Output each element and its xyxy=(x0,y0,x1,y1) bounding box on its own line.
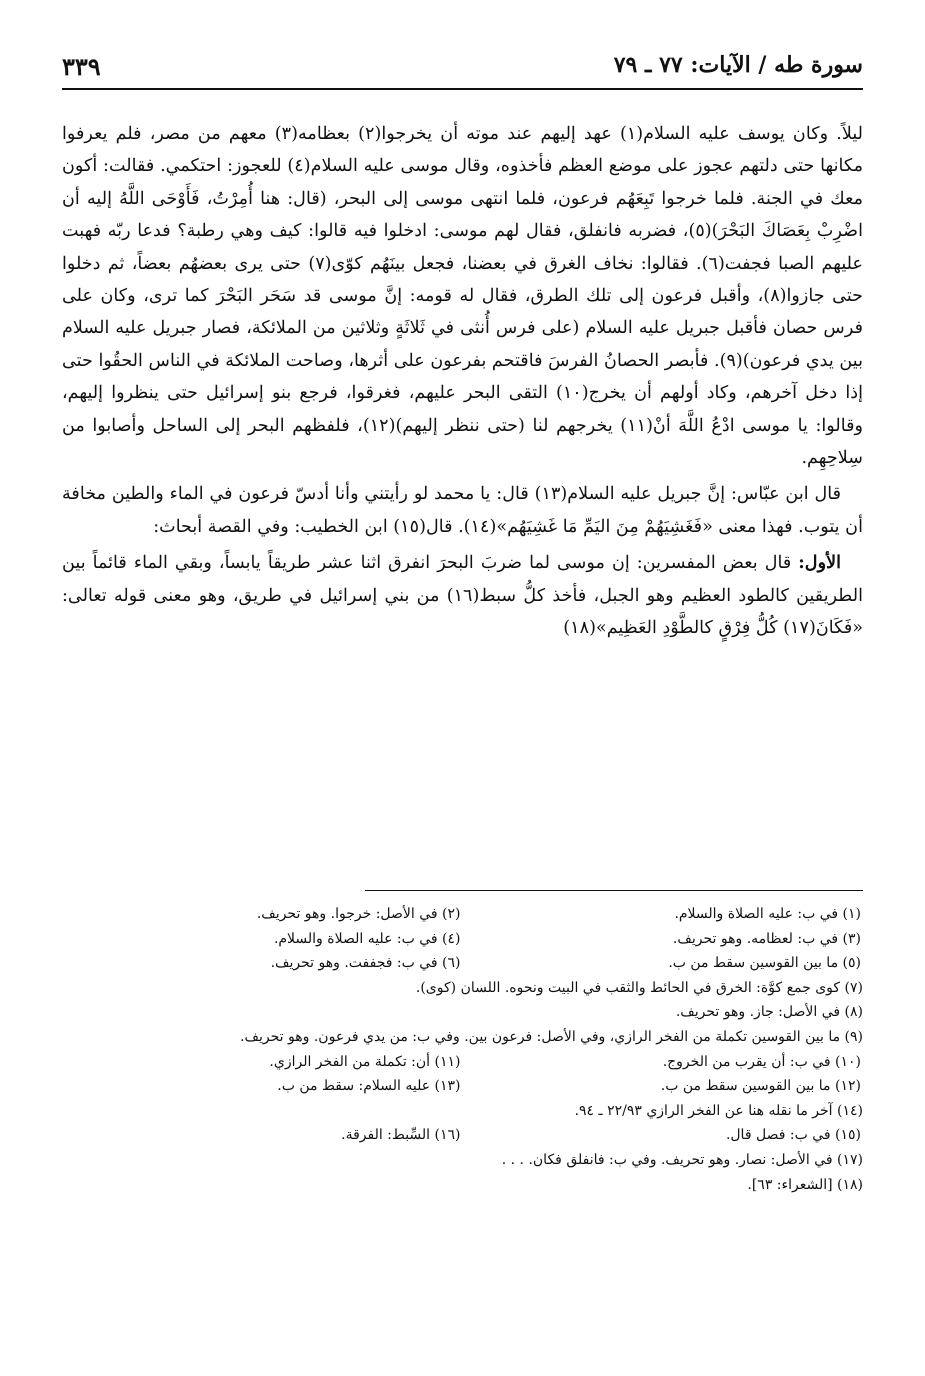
paragraph-story: ليلاً. وكان يوسف عليه السلام(١) عهد إليهم عند موته أن يخرجوا(٢) بعظامه(٣) معهم من مصر، فلم يعرفوا مكانها حتى دلتهم عجوز على موضع العظم فأخذوه، وقال موسى عليه السلام(٤) للعجوز: احتكمي. فقالت: أكون معك في الجنة. فلما خرجوا تَبِعَهُم فرعون، فلما انتهى موسى إلى البحر، (قال: هنا أُمِرْتُ، فَأَوْحَى اللَّهُ إليه أن اضْرِبْ بِعَصَاكَ البَحْرَ)(٥)، فضربه فانفلق، فقال لهم موسى: ادخلوا فيه قالوا: كيف وهي رطبة؟ فدعا ربّه فهبت عليهم الصبا فجفت(٦). فقالوا: نخاف الغرق في بعضنا، فجعل بينَهُم كوّى(٧) حتى يرى بعضهُم بعضاً، ثم دخلوا حتى جازوا(٨)، وأقبل فرعون إلى تلك الطرق، فقال له قومه: إنَّ موسى قد سَحَر البَحْرَ كما ترى، وكان على فرس حصان فأقبل جبريل عليه السلام (على فرس أُنثى في ثَلاثَةٍ وثلاثين من الملائكة، فصار جبريل عليه السلام بين يدي فرعون)(٩). فأبصر الحصانُ الفرسَ فاقتحم بفرعون على أثرها، وصاحت الملائكة في الناس الحقُوا حتى إذا دخل آخرهم، وكاد أولهم أن يخرج(١٠) التقى البحر عليهم، فغرقوا، فرجع بنو إسرائيل حتى ينظروا إليهم، وقالوا: يا موسى ادْعُ اللَّهَ أنْ(١١) يخرجهم لنا (حتى ننظر إليهم)(١٢)، فلفظهم البحر إلى الساحل وأصابوا من سِلاحِهِم. xyxy=(62,124,864,469)
surah-title: سورة طه / الآيات: ٧٧ ـ ٧٩ xyxy=(613,52,863,78)
paragraph-first-discussion xyxy=(62,547,863,644)
footnote-14: (١٤) آخر ما نقله هنا عن الفخر الرازي ٢٢/٩٣ ـ ٩٤. xyxy=(574,1102,863,1119)
page-header xyxy=(62,52,863,92)
footnote-10: (١٠) في ب: أن يقرب من الخروج. xyxy=(662,1053,861,1070)
page-number: ٣٣٩ xyxy=(62,52,101,81)
footnote-2: (٢) في الأصل: خرجوا. وهو تحريف. xyxy=(256,906,461,922)
footnote-5: (٥) ما بين القوسين سقط من ب. xyxy=(668,955,861,972)
paragraph-ibn-abbas: قال ابن عبّاس: إنَّ جبريل عليه السلام(١٣) قال: يا محمد لو رأيتني وأنا أدسّ فرعون في الماء والطين مخافة أن يتوب. فهذا معنى «فَغَشِيَهُمْ مِنَ اليَمِّ مَا غَشِيَهُم»(١٤). قال(١٥) ابن الخطيب: وفي القصة أبحاث: xyxy=(62,484,863,537)
footnote-row xyxy=(62,1050,863,1075)
footnote-12: (١٢) ما بين القوسين سقط من ب. xyxy=(660,1078,861,1095)
footnotes xyxy=(62,902,863,1197)
footnote-3: (٣) في ب: لعظامه. وهو تحريف. xyxy=(672,930,861,947)
footnote-9: (٩) ما بين القوسين تكملة من الفخر الرازي، وفي الأصل: فرعون بين. وفي ب: من يدي فرعون. وهو تحريف. xyxy=(240,1028,863,1045)
footnote-11: (١١) أن: تكملة من الفخر الرازي. xyxy=(269,1053,461,1070)
footnote-separator xyxy=(365,890,863,891)
first-discussion-text: قال بعض المفسرين: إن موسى لما ضربَ البحرَ انفرق اثنا عشر طريقاً يابساً، وبقي الماء قائماً بين الطريقين كالطود العظيم وهو الجبل، فأخذ كلُّ سبط(١٦) من بني إسرائيل في طريق، وهو معنى قوله تعالى: «فَكَانَ(١٧) كُلُّ فِرْقٍ كالطَّوْدِ العَظِيم»(١٨) xyxy=(62,553,863,639)
first-discussion-heading: الأول: xyxy=(798,552,841,574)
footnote-7: (٧) كوى جمع كوَّة: الخرق في الحائط والثقب في البيت ونحوه. اللسان (كوى). xyxy=(415,979,863,996)
footnote-17: (١٧) في الأصل: نصار. وهو تحريف. وفي ب: فانفلق فكان. . . . xyxy=(501,1151,863,1168)
main-text xyxy=(62,118,863,645)
footnote-row xyxy=(62,951,863,976)
footnote-18: (١٨) [الشعراء: ٦٣]. xyxy=(747,1176,863,1193)
footnote-13: (١٣) عليه السلام: سقط من ب. xyxy=(277,1078,461,1095)
footnote-row xyxy=(62,902,863,927)
footnote-16: (١٦) السِّبط: الفرقة. xyxy=(341,1127,461,1144)
footnote-15: (١٥) في ب: فصل قال. xyxy=(725,1127,861,1144)
footnote-4: (٤) في ب: عليه الصلاة والسلام. xyxy=(273,930,461,947)
footnote-6: (٦) في ب: فجففت. وهو تحريف. xyxy=(270,955,461,972)
footnote-8: (٨) في الأصل: جاز. وهو تحريف. xyxy=(675,1004,863,1021)
footnote-1: (١) في ب: عليه الصلاة والسلام. xyxy=(674,906,861,922)
footnote-row xyxy=(62,1123,863,1148)
footnote-row xyxy=(62,927,863,952)
footnote-row xyxy=(62,1074,863,1099)
header-rule xyxy=(62,88,863,90)
